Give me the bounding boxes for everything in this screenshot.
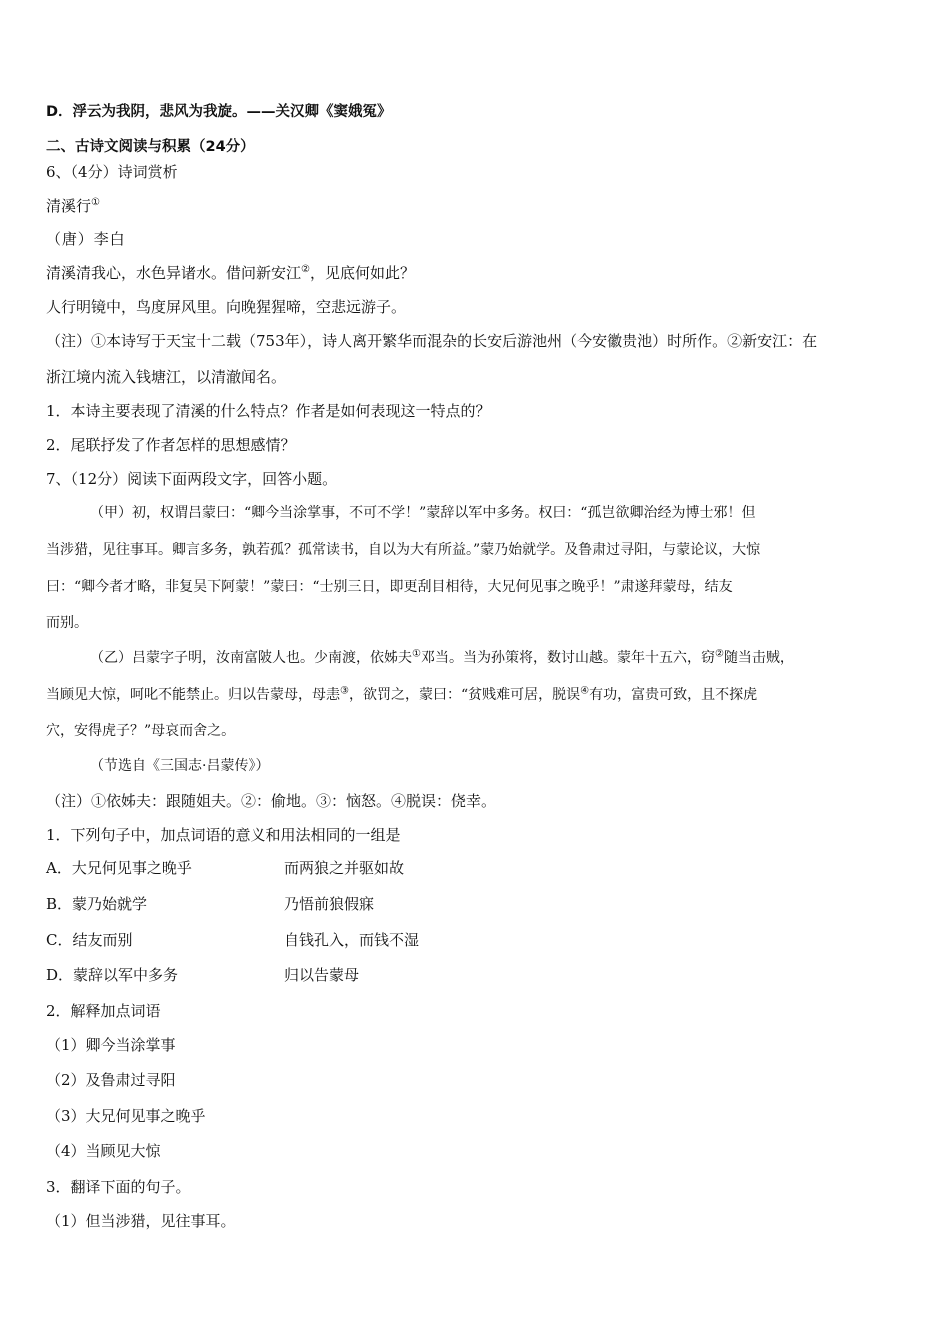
footnote-mark: ② [714,648,724,660]
poem-title [46,195,906,217]
footnote-mark: ② [301,264,310,275]
question-6-2: 2．尾联抒发了作者怎样的思想感情？ [46,436,296,454]
poem-line-1b: ，见底何如此？ [309,264,415,282]
option-b-right: 乃悟前狼假寐 [284,895,375,913]
option-b-left: B．蒙乃始就学 [46,895,148,913]
question-6-title: 6、（4分）诗词赏析 [46,163,178,181]
sub-question-2-title: 2．解释加点词语 [46,1002,161,1020]
footnote-mark: ③ [340,685,349,697]
poem-note-line-2: 浙江境内流入钱塘江，以清澈闻名。 [46,368,287,386]
option-d-right: 归以告蒙母 [284,966,360,984]
sub-question-2-item-4: （4）当顾见大惊 [46,1142,161,1160]
poem-line-2: 人行明镜中，鸟度屏风里。向晚猩猩啼，空悲远游子。 [46,298,407,316]
poem-title-text: 清溪行 [46,197,92,215]
sub-question-3-title: 3．翻译下面的句子。 [46,1178,191,1196]
footnote-mark: ④ [580,685,590,697]
sub-question-3-item-1: （1）但当涉猎，见往事耳。 [46,1212,236,1230]
sub-question-2-item-1: （1）卿今当涂掌事 [46,1036,176,1054]
passage-jia-line-1: （甲）初，权谓吕蒙曰：“卿今当涂掌事，不可不学！”蒙辞以军中多务。权曰：“孤岂欲卿治经为博士邪！但 [90,505,756,521]
passage-yi-text: 随当击贼， [723,650,794,666]
sub-question-2-item-3: （3）大兄何见事之晚乎 [46,1107,206,1125]
poem-line-1a: 清溪清我心，水色异诸水。借问新安江 [46,264,302,282]
poem-author: （唐）李白 [46,230,126,248]
passage-yi-line-1 [90,647,906,669]
sub-question-2-item-2: （2）及鲁肃过寻阳 [46,1071,176,1089]
passage-yi-text: 当顾见大惊，呵叱不能禁止。归以告蒙母，母恚 [46,687,340,703]
passage-yi-line-2 [46,684,906,706]
passage-yi-text: （乙）吕蒙字子明，汝南富陂人也。少南渡，依姊夫 [90,650,412,666]
option-d: D．浮云为我阴，悲风为我旋。——关汉卿《窦娥冤》 [46,104,392,120]
passage-note: （注）①依姊夫：跟随姐夫。②：偷地。③：恼怒。④脱误：侥幸。 [46,792,497,810]
option-c-left: C．结友而别 [46,931,133,949]
poem-line-1 [46,262,906,284]
sub-question-1-title: 1．下列句子中，加点词语的意义和用法相同的一组是 [46,826,401,844]
passage-jia-line-4: 而别。 [46,615,88,631]
passage-jia-line-2: 当涉猎，见往事耳。卿言多务，孰若孤？孤常读书，自以为大有所益。”蒙乃始就学。及鲁肃过寻阳，与蒙论议，大惊 [46,542,761,558]
option-a-right: 而两狼之并驱如故 [284,859,405,877]
passage-yi-text: 有功，富贵可致，且不探虎 [589,687,758,703]
footnote-mark: ① [412,648,421,660]
passage-yi-text: 邓当。当为孙策将，数讨山越。蒙年十五六，窃 [420,650,715,666]
option-c-right: 自钱孔入，而钱不湿 [284,931,420,949]
passage-source: （节选自《三国志·吕蒙传》） [90,758,270,774]
passage-jia-line-3: 曰：“卿今者才略，非复吴下阿蒙！”蒙曰：“士别三日，即更刮目相待，大兄何见事之晚乎！”肃遂拜蒙母，结友 [46,579,733,595]
section-heading: 二、古诗文阅读与积累（24分） [46,139,255,155]
footnote-mark: ① [91,197,100,208]
question-6-1: 1．本诗主要表现了清溪的什么特点？作者是如何表现这一特点的？ [46,402,491,420]
passage-yi-text: ，欲罚之，蒙曰：“贫贱难可居，脱误 [348,687,581,703]
option-a-left: A．大兄何见事之晚乎 [46,859,192,877]
question-7-title: 7、（12分）阅读下面两段文字，回答小题。 [46,470,338,488]
passage-yi-line-3: 穴，安得虎子？”母哀而舍之。 [46,723,236,739]
poem-note-line-1: （注）①本诗写于天宝十二载（753年），诗人离开繁华而混杂的长安后游池州（今安徽贵池）时所作。②新安江：在 [46,332,818,350]
option-d-left: D．蒙辞以军中多务 [46,966,179,984]
